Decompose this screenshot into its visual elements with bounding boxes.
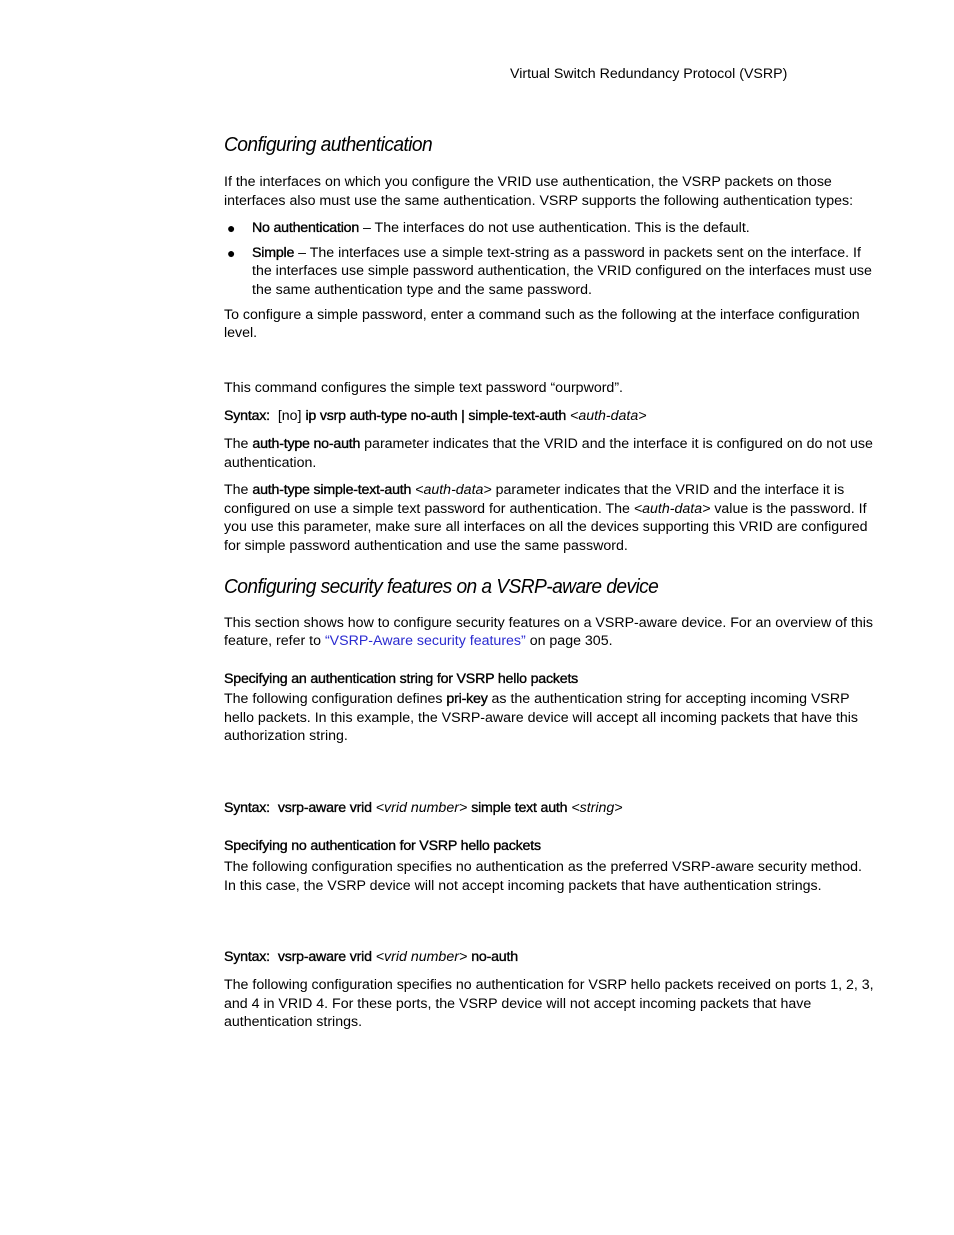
section-title-security-features: Configuring security features on a VSRP-aware device (224, 575, 659, 598)
running-header: Virtual Switch Redundancy Protocol (VSRP) (510, 66, 788, 82)
param-simple-text-auth-paragraph: The auth-type simple-text-auth <auth-data> parameter indicates that the VRID and the interface it is configured on use a simple text password for authentication. The <auth-data> value is the password. If you use this parameter, make sure all interfaces on all the devices supporting this VRID are configured for simple password authentication and use the same password. (224, 482, 868, 554)
syntax-line-auth: Syntax: [no] ip vsrp auth-type no-auth | simple-text-auth <auth-data> (224, 408, 647, 425)
subsection-title-no-auth: Specifying no authentication for VSRP hello packets (224, 837, 541, 854)
list-item-no-auth: ● No authentication – The interfaces do not use authentication. This is the default. (227, 220, 750, 237)
param-no-auth-paragraph: The auth-type no-auth parameter indicates that the VRID and the interface it is configured on do not use authentication. (224, 435, 873, 471)
syntax-line-no-auth: Syntax: vsrp-aware vrid <vrid number> no-auth (224, 949, 518, 966)
auth-types-list (224, 219, 874, 299)
section-title-authentication: Configuring authentication (224, 134, 433, 156)
config-intro-paragraph: To configure a simple password, enter a command such as the following at the interface configuration level. (224, 306, 860, 342)
security-intro-paragraph: This section shows how to configure security features on a VSRP-aware device. For an overview of this feature, refer to “VSRP-Aware security features” on page 305. (224, 614, 873, 650)
list-item-simple: ● Simple – The interfaces use a simple text-string as a password in packets sent on the interface. If the interfaces use simple password authentication, the VRID configured on the interfaces must use the same authentication type and the same password. (227, 244, 872, 298)
bullet-icon: ● (227, 244, 236, 261)
bullet-icon: ● (227, 220, 236, 237)
auth-string-paragraph: The following configuration defines pri-key as the authentication string for accepting incoming VSRP hello packets. In this example, the VSRP-aware device will accept all incoming packets that have this authorization string. (224, 691, 859, 745)
ports-no-auth-paragraph: The following configuration specifies no authentication for VSRP hello packets received on ports 1, 2, 3, and 4 in VRID 4. For these ports, the VSRP device will not accept incoming packets that have authentication strings. (224, 977, 874, 1031)
auth-intro-paragraph: If the interfaces on which you configure the VRID use authentication, the VSRP packets on those interfaces also must use the same authentication. VSRP supports the following authentication types: (224, 174, 854, 209)
cross-reference-link[interactable]: “VSRP-Aware security features” (324, 633, 526, 650)
syntax-line-simple-text-auth: Syntax: vsrp-aware vrid <vrid number> simple text auth <string> (224, 800, 623, 817)
subsection-title-auth-string: Specifying an authentication string for VSRP hello packets (224, 670, 579, 687)
no-auth-paragraph: The following configuration specifies no authentication as the preferred VSRP-aware security method. In this case, the VSRP device will not accept incoming packets that have authentication strings. (224, 859, 862, 894)
page-content (224, 131, 874, 1032)
command-description: This command configures the simple text password “ourpword”. (224, 379, 623, 396)
